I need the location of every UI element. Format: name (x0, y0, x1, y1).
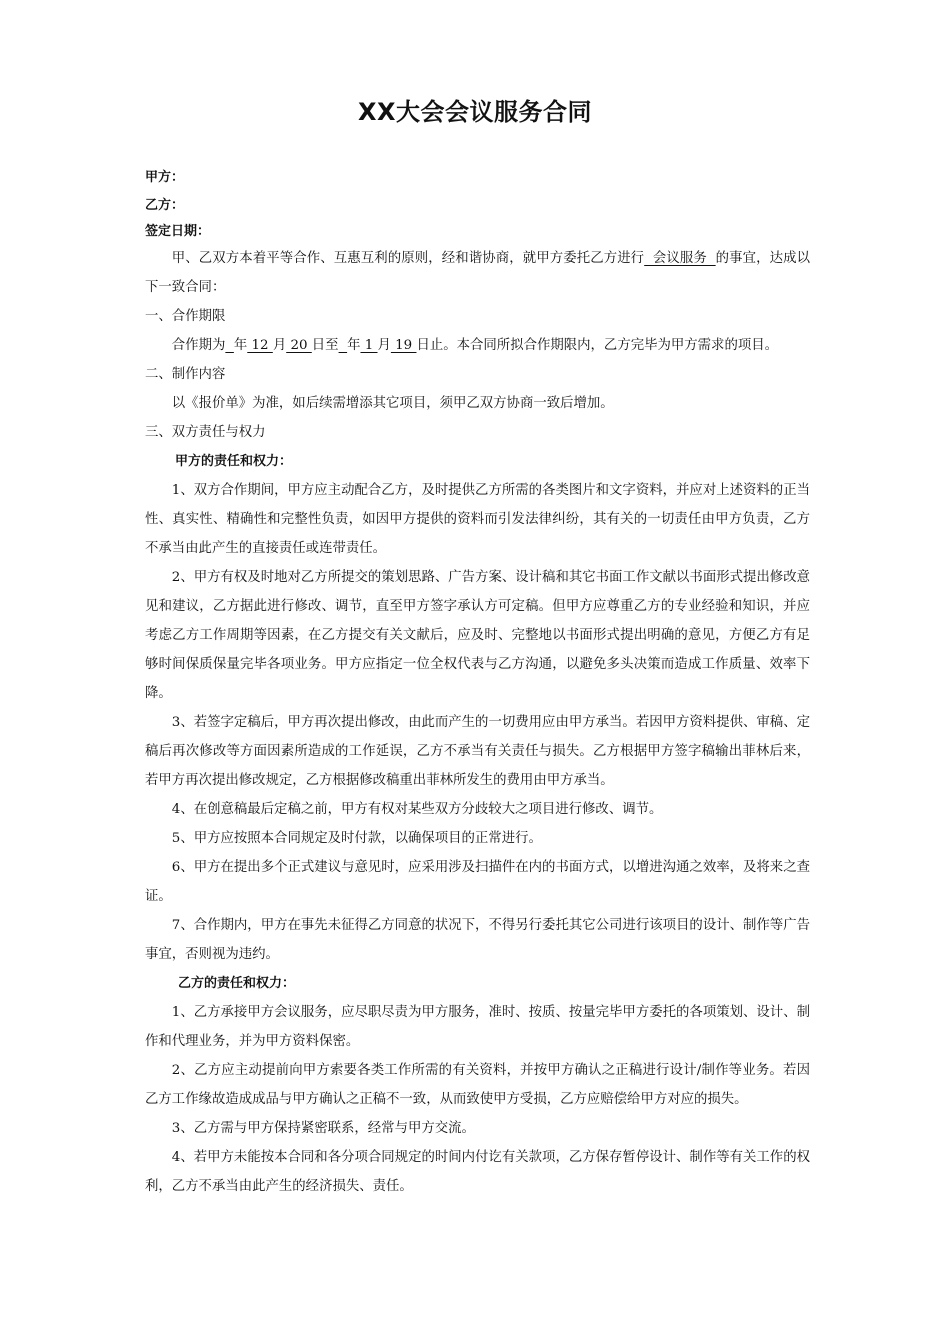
period-paragraph (145, 331, 810, 360)
party-b-item: 2、乙方应主动提前向甲方索要各类工作所需的有关资料，并按甲方确认之正稿进行设计/制作等业务。若因乙方工作缘故造成成品与甲方确认之正稿不一致，从而致使甲方受损，乙方应赔偿给甲方对应的损失。 (145, 1063, 810, 1107)
period-text: 日止。本合同所拟合作期限内，乙方完毕为甲方需求的项目。 (416, 338, 779, 353)
period-text: 年 (233, 338, 248, 353)
period-text: 月 (377, 338, 391, 353)
party-a-duties-title: 甲方的责任和权力： (175, 454, 293, 469)
start-month: 12 (247, 338, 273, 353)
period-text: 月 (272, 338, 287, 353)
period-text: 日至 (311, 338, 339, 353)
period-text: 年 (347, 338, 361, 353)
party-a-item: 2、甲方有权及时地对乙方所提交的策划思路、广告方案、设计稿和其它书面工作文献以书面形式提出修改意见和建议，乙方据此进行修改、调节，直至甲方签字承认方可定稿。但甲方应尊重乙方的专业经验和知识，并应考虑乙方工作周期等因素，在乙方提交有关文献后，应及时、完整地以书面形式提出明确的意见，方便乙方有足够时间保质保量完毕各项业务。甲方应指定一位全权代表与乙方沟通，以避免多头决策而造成工作质量、效率下降。 (145, 570, 810, 701)
service-name: 会议服务 (644, 251, 716, 266)
party-b-item: 4、若甲方未能按本合同和各分项合同规定的时间内付讫有关款项，乙方保存暂停设计、制作等有关工作的权利，乙方不承当由此产生的经济损失、责任。 (145, 1150, 810, 1194)
party-b-item: 3、乙方需与甲方保持紧密联系，经常与甲方交流。 (171, 1121, 475, 1136)
section-2-title: 二、制作内容 (145, 367, 226, 382)
intro-text-pre: 甲、乙双方本着平等合作、互惠互利的原则，经和谐协商，就甲方委托乙方进行 (171, 251, 645, 266)
start-day: 20 (286, 338, 312, 353)
end-day: 19 (390, 338, 417, 353)
start-year-blank (225, 338, 234, 353)
section-3-title: 三、双方责任与权力 (145, 425, 266, 440)
section-2-text: 以《报价单》为准，如后续需增添其它项目，须甲乙双方协商一致后增加。 (171, 396, 614, 411)
section-1-title: 一、合作期限 (145, 309, 226, 324)
period-text: 合作期为 (171, 338, 226, 353)
party-a-item: 4、在创意稿最后定稿之前，甲方有权对某些双方分歧较大之项目进行修改、调节。 (171, 802, 663, 817)
party-a-item: 7、合作期内，甲方在事先未征得乙方同意的状况下，不得另行委托其它公司进行该项目的设计、制作等广告事宜，否则视为违约。 (145, 918, 810, 962)
end-month: 1 (360, 338, 378, 353)
party-a-item: 1、双方合作期间，甲方应主动配合乙方，及时提供乙方所需的各类图片和文字资料，并应对上述资料的正当性、真实性、精确性和完整性负责，如因甲方提供的资料而引发法律纠纷，其有关的一切责任由甲方负责，乙方不承当由此产生的直接责任或连带责任。 (145, 483, 810, 556)
sign-date-label: 签定日期： (145, 224, 211, 239)
intro-text-post: 的事宜，达成以下一致合同： (145, 251, 811, 295)
party-b-label: 乙方： (145, 198, 185, 213)
end-year-blank (339, 338, 348, 353)
document-body (145, 164, 810, 1201)
party-a-item: 6、甲方在提出多个正式建议与意见时，应采用涉及扫描件在内的书面方式，以增进沟通之效率，及将来之查证。 (145, 860, 810, 904)
party-a-item: 5、甲方应按照本合同规定及时付款，以确保项目的正常进行。 (171, 831, 542, 846)
party-b-item: 1、乙方承接甲方会议服务，应尽职尽责为甲方服务，准时、按质、按量完毕甲方委托的各项策划、设计、制作和代理业务，并为甲方资料保密。 (145, 1005, 810, 1049)
intro-paragraph (145, 244, 810, 302)
document-title: XX大会会议服务合同 (357, 98, 592, 126)
party-a-label: 甲方： (145, 170, 185, 185)
party-b-duties-title: 乙方的责任和权力： (178, 976, 296, 991)
party-a-item: 3、若签字定稿后，甲方再次提出修改，由此而产生的一切费用应由甲方承当。若因甲方资料提供、审稿、定稿后再次修改等方面因素所造成的工作延误，乙方不承当有关责任与损失。乙方根据甲方签字稿输出菲林后来，若甲方再次提出修改规定，乙方根据修改稿重出菲林所发生的费用由甲方承当。 (145, 715, 810, 788)
